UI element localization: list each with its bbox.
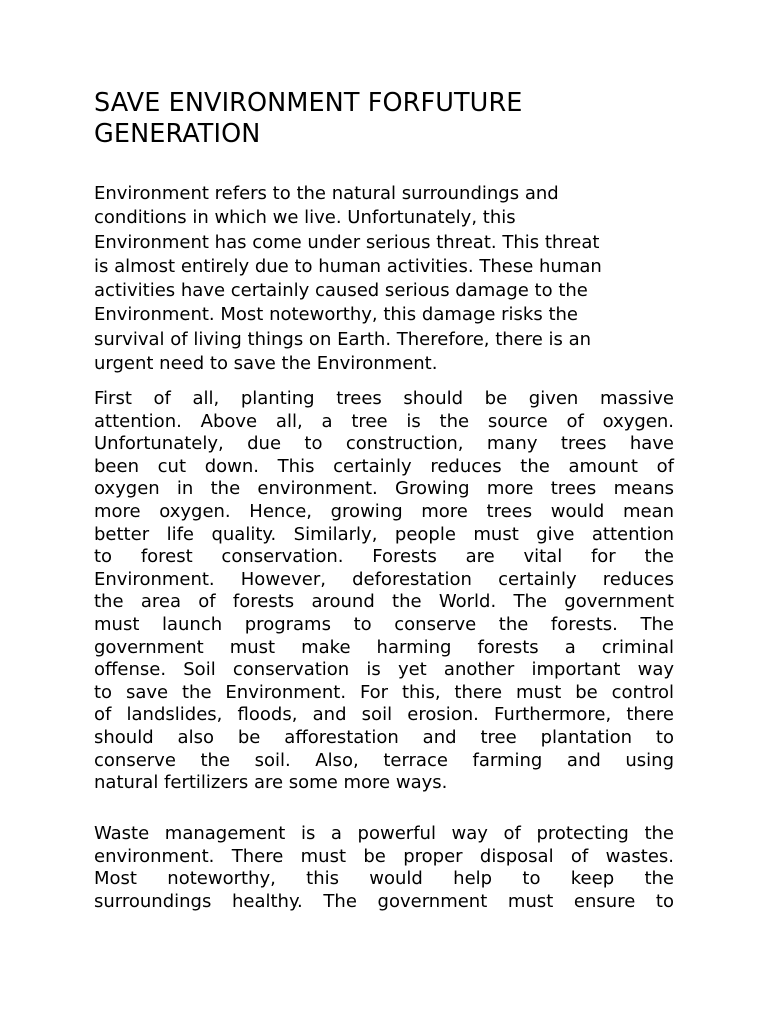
text-line: Environment has come under serious threat. This threat bbox=[94, 231, 600, 253]
text-line: urgent need to save the Environment. bbox=[94, 353, 438, 375]
title-line: SAVE ENVIRONMENT FORFUTURE bbox=[94, 88, 523, 118]
text-line: offense. Soil conservation is yet another important way bbox=[94, 659, 674, 681]
text-line: Environment. However, deforestation certainly reduces bbox=[94, 568, 674, 590]
text-line: been cut down. This certainly reduces the amount of bbox=[94, 455, 674, 477]
text-line: attention. Above all, a tree is the source of oxygen. bbox=[94, 410, 674, 432]
text-line: Environment refers to the natural surroundings and bbox=[94, 183, 559, 204]
text-line: First of all, planting trees should be given massive bbox=[94, 388, 674, 409]
paragraph-intro bbox=[94, 182, 684, 376]
text-line: oxygen in the environment. Growing more trees means bbox=[94, 478, 674, 500]
text-line: natural fertilizers are some more ways. bbox=[94, 772, 448, 794]
text-line: conserve the soil. Also, terrace farming and using bbox=[94, 749, 674, 771]
document-title bbox=[94, 88, 614, 150]
text-line: survival of living things on Earth. Therefore, there is an bbox=[94, 328, 592, 350]
text-line: Environment. Most noteworthy, this damage risks the bbox=[94, 304, 578, 326]
text-line: should also be afforestation and tree plantation to bbox=[94, 726, 674, 748]
title-line: GENERATION bbox=[94, 119, 261, 149]
text-line: to forest conservation. Forests are vital for the bbox=[94, 546, 674, 568]
text-line: Waste management is a powerful way of protecting the bbox=[94, 823, 674, 844]
text-line: Most noteworthy, this would help to keep the bbox=[94, 868, 674, 890]
text-line: Unfortunately, due to construction, many trees have bbox=[94, 433, 674, 455]
text-line: conditions in which we live. Unfortunately, this bbox=[94, 207, 516, 229]
text-line: the area of forests around the World. The government bbox=[94, 591, 674, 613]
text-line: must launch programs to conserve the forests. The bbox=[94, 613, 674, 635]
text-line: surroundings healthy. The government must ensure to bbox=[94, 890, 674, 912]
text-line: more oxygen. Hence, growing more trees would mean bbox=[94, 500, 674, 522]
text-line: environment. There must be proper disposal of wastes. bbox=[94, 845, 674, 867]
text-line: better life quality. Similarly, people must give attention bbox=[94, 523, 674, 545]
paragraph-trees-forests-soil bbox=[94, 388, 674, 795]
text-line: to save the Environment. For this, there must be control bbox=[94, 681, 674, 703]
text-line: government must make harming forests a criminal bbox=[94, 636, 674, 658]
paragraph-waste-management bbox=[94, 823, 674, 913]
text-line: is almost entirely due to human activities. These human bbox=[94, 255, 602, 277]
text-line: of landslides, floods, and soil erosion. Furthermore, there bbox=[94, 704, 674, 726]
text-line: activities have certainly caused serious damage to the bbox=[94, 280, 588, 302]
